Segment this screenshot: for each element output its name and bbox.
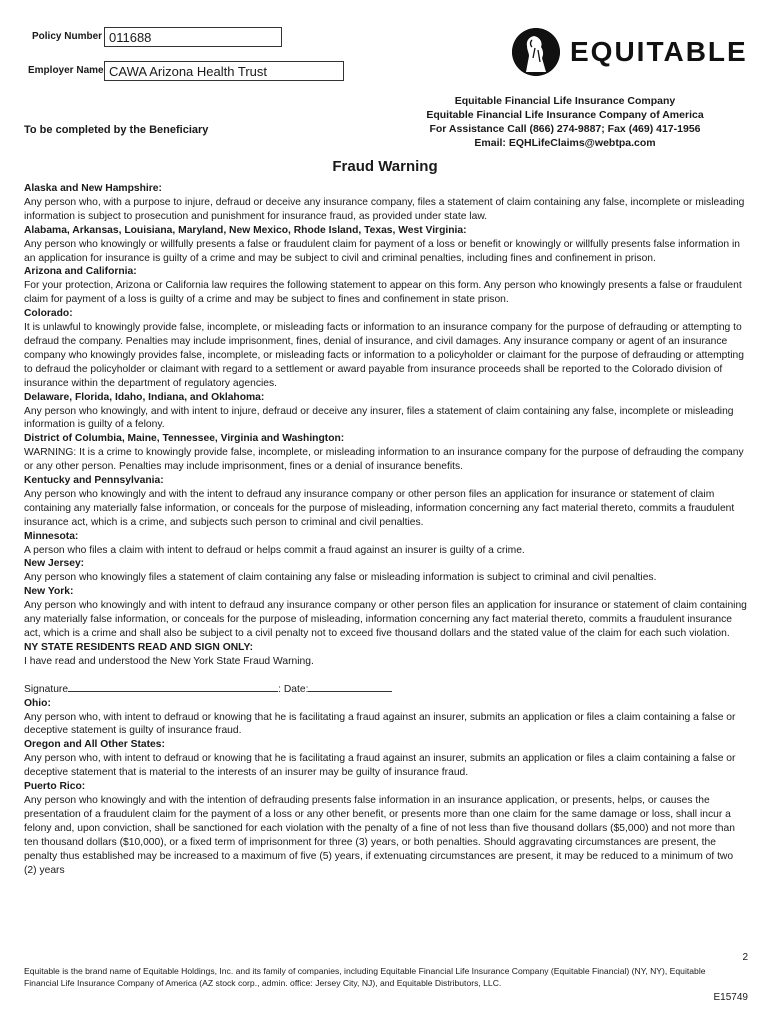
- section-text: It is unlawful to knowingly provide false, incomplete, or misleading facts or information to an insurance company for the purpose of defrauding or attempting to defraud the company. Penalties may include imprisonment, fines, denial of insurance, and civil damages. Any insurance company or agent of an insurance company who knowingly provides false, incomplete, or misleading facts or information to a policyholder or claimant for the purpose of defrauding or attempting to defraud the policyholder or claimant with regard to a settlement or award payable from insurance proceeds shall be reported to the Colorado division of insurance within the department of regulatory agencies.: [24, 322, 745, 389]
- section-new-york: [24, 585, 748, 641]
- footer-disclaimer: Equitable is the brand name of Equitable Holdings, Inc. and its family of companies, including Equitable Financial Life Insurance Company (Equitable Financial) (NY, NY), Equitable Financial Life Insurance Company of America (AZ stock corp., admin. office: Jersey City, NJ), and Equitable Distributors, LLC.: [24, 966, 706, 988]
- signature-label: Signature: [24, 683, 69, 695]
- section-delaware: [24, 391, 748, 433]
- section-heading: Colorado:: [24, 308, 73, 320]
- date-line[interactable]: [308, 681, 392, 692]
- section-text: Any person who knowingly and with intent to defraud any insurance company or other person files an application for insurance or statement of claim containing any materially false information, or conceals for the purpose of misleading, information concerning any fact material thereto, commits a fraudulent insurance act, which is a crime and shall also be subject to a civil penalty not to exceed five thousand dollars and the stated value of the claim for each such violation.: [24, 600, 747, 639]
- company-line-1: Equitable Financial Life Insurance Company: [454, 95, 676, 107]
- section-arizona: [24, 265, 748, 307]
- section-alaska: [24, 182, 748, 224]
- signature-line[interactable]: [68, 681, 278, 692]
- section-text: Any person who knowingly and with the intent to defraud any insurance company or other person files an application for insurance or statement of claim containing any materially false information, or conceals for the purpose of misleading, information concerning any fact material thereto, commits a fraudulent insurance act, which is a crime, and subjects such person to criminal and civil penalties.: [24, 488, 735, 528]
- beneficiary-note: To be completed by the Beneficiary: [24, 124, 209, 136]
- form-number: E15749: [713, 992, 748, 1003]
- company-line-4: Email: EQHLifeClaims@webtpa.com: [474, 137, 656, 149]
- company-line-2: Equitable Financial Life Insurance Company of America: [426, 109, 704, 121]
- section-kentucky: [24, 474, 748, 530]
- company-info: [400, 94, 730, 150]
- section-ohio: [24, 697, 748, 739]
- section-oregon: [24, 738, 748, 780]
- section-heading: Ohio:: [24, 697, 51, 709]
- section-text: I have read and understood the New York State Fraud Warning.: [24, 655, 314, 667]
- section-heading: Puerto Rico:: [24, 781, 86, 793]
- employer-name-label: Employer Name: [28, 65, 104, 76]
- section-text: Any person who, with a purpose to injure, defraud or deceive any insurance company, files a statement of claim containing any false, incomplete or misleading information is subject to prosecution and punishment for insurance fraud, as provided under state law.: [24, 196, 745, 222]
- page-title: Fraud Warning: [332, 158, 438, 175]
- section-new-jersey: [24, 557, 748, 585]
- section-heading: Delaware, Florida, Idaho, Indiana, and Oklahoma:: [24, 391, 265, 403]
- company-line-3: For Assistance Call (866) 274-9887; Fax (469) 417-1956: [429, 123, 701, 135]
- section-text: Any person who knowingly, and with intent to injure, defraud or deceive any insurer, files a statement of claim containing any false, incomplete or misleading information is guilty of a felony.: [24, 405, 734, 431]
- section-text: A person who files a claim with intent to defraud or helps commit a fraud against an insurer is guilty of a crime.: [24, 544, 525, 556]
- section-minnesota: [24, 530, 748, 558]
- section-text: Any person who knowingly and with the intention of defrauding presents false information in an insurance application, or presents, helps, or causes the presentation of a fraudulent claim for the payment of a loss or any other benefit, or presents more than one claim for the same damage or loss, shall incur a felony and, upon conviction, shall be sanctioned for each violation with the penalty of a fine of not less than five thousand dollars ($5,000) and not more than ten thousand dollars ($10,000), or a fixed term of imprisonment for three (3) years, or both penalties. Should aggravating circumstances are present, the penalty thus established may be increased to a maximum of five (5) years, if extenuating circumstances are present, it may be reduced to a minimum of two (2) years: [24, 794, 735, 876]
- section-dc: [24, 432, 748, 474]
- section-heading: New York:: [24, 586, 74, 598]
- section-text: Any person who knowingly files a statement of claim containing any false or misleading information is subject to criminal and civil penalties.: [24, 572, 657, 584]
- section-text: Any person who knowingly or willfully presents a false or fraudulent claim for payment of a loss or benefit or knowingly or willfully presents false information in an application for insurance is guilty of a crime and may be subject to civil and criminal penalties, including fines and confinement in prison.: [24, 238, 740, 264]
- section-heading: Arizona and California:: [24, 266, 137, 278]
- section-text: For your protection, Arizona or California law requires the following statement to appear on this form. Any person who knowingly presents a false or fraudulent claim for payment of a loss is guilty of a crime and may be subject to fines and confinement in state prison.: [24, 280, 742, 306]
- section-heading: New Jersey:: [24, 558, 85, 570]
- section-puerto-rico: [24, 780, 748, 877]
- equitable-logo: [512, 28, 752, 78]
- logo-wordmark: EQUITABLE: [570, 36, 748, 67]
- section-heading: Minnesota:: [24, 530, 79, 542]
- statue-emblem-icon: [512, 28, 560, 76]
- policy-number-label: Policy Number: [32, 31, 103, 42]
- section-colorado: [24, 307, 748, 390]
- employer-name-field[interactable]: CAWA Arizona Health Trust: [104, 61, 344, 81]
- section-ny-residents: [24, 641, 748, 669]
- section-text: WARNING: It is a crime to knowingly provide false, incomplete, or misleading information to an insurance company for the purpose of defrauding the company or any other person. Penalties may include imprisonment, fines or a denial of insurance benefits.: [24, 447, 744, 473]
- section-heading: NY STATE RESIDENTS READ AND SIGN ONLY:: [24, 641, 254, 653]
- section-heading: Oregon and All Other States:: [24, 739, 165, 751]
- signature-row: [24, 681, 748, 697]
- section-heading: Kentucky and Pennsylvania:: [24, 475, 164, 487]
- section-text: Any person who, with intent to defraud or knowing that he is facilitating a fraud against an insurer, submits an application or files a claim containing a false or deceptive statement is guilty of insurance fraud.: [24, 711, 736, 737]
- page-number: 2: [742, 952, 748, 963]
- fraud-warning-body: [24, 182, 748, 877]
- section-heading: Alaska and New Hampshire:: [24, 183, 162, 194]
- section-alabama: [24, 224, 748, 266]
- policy-number-field[interactable]: 011688: [104, 27, 282, 47]
- date-label: : Date:: [278, 683, 309, 695]
- section-text: Any person who, with intent to defraud or knowing that he is facilitating a fraud against an insurer, submits an application or files a claim containing a false or deceptive statement that is material to the interests of an insurer may be guilty of insurance fraud.: [24, 753, 736, 779]
- section-heading: Alabama, Arkansas, Louisiana, Maryland, New Mexico, Rhode Island, Texas, West Virginia:: [24, 224, 467, 236]
- section-heading: District of Columbia, Maine, Tennessee, Virginia and Washington:: [24, 433, 345, 445]
